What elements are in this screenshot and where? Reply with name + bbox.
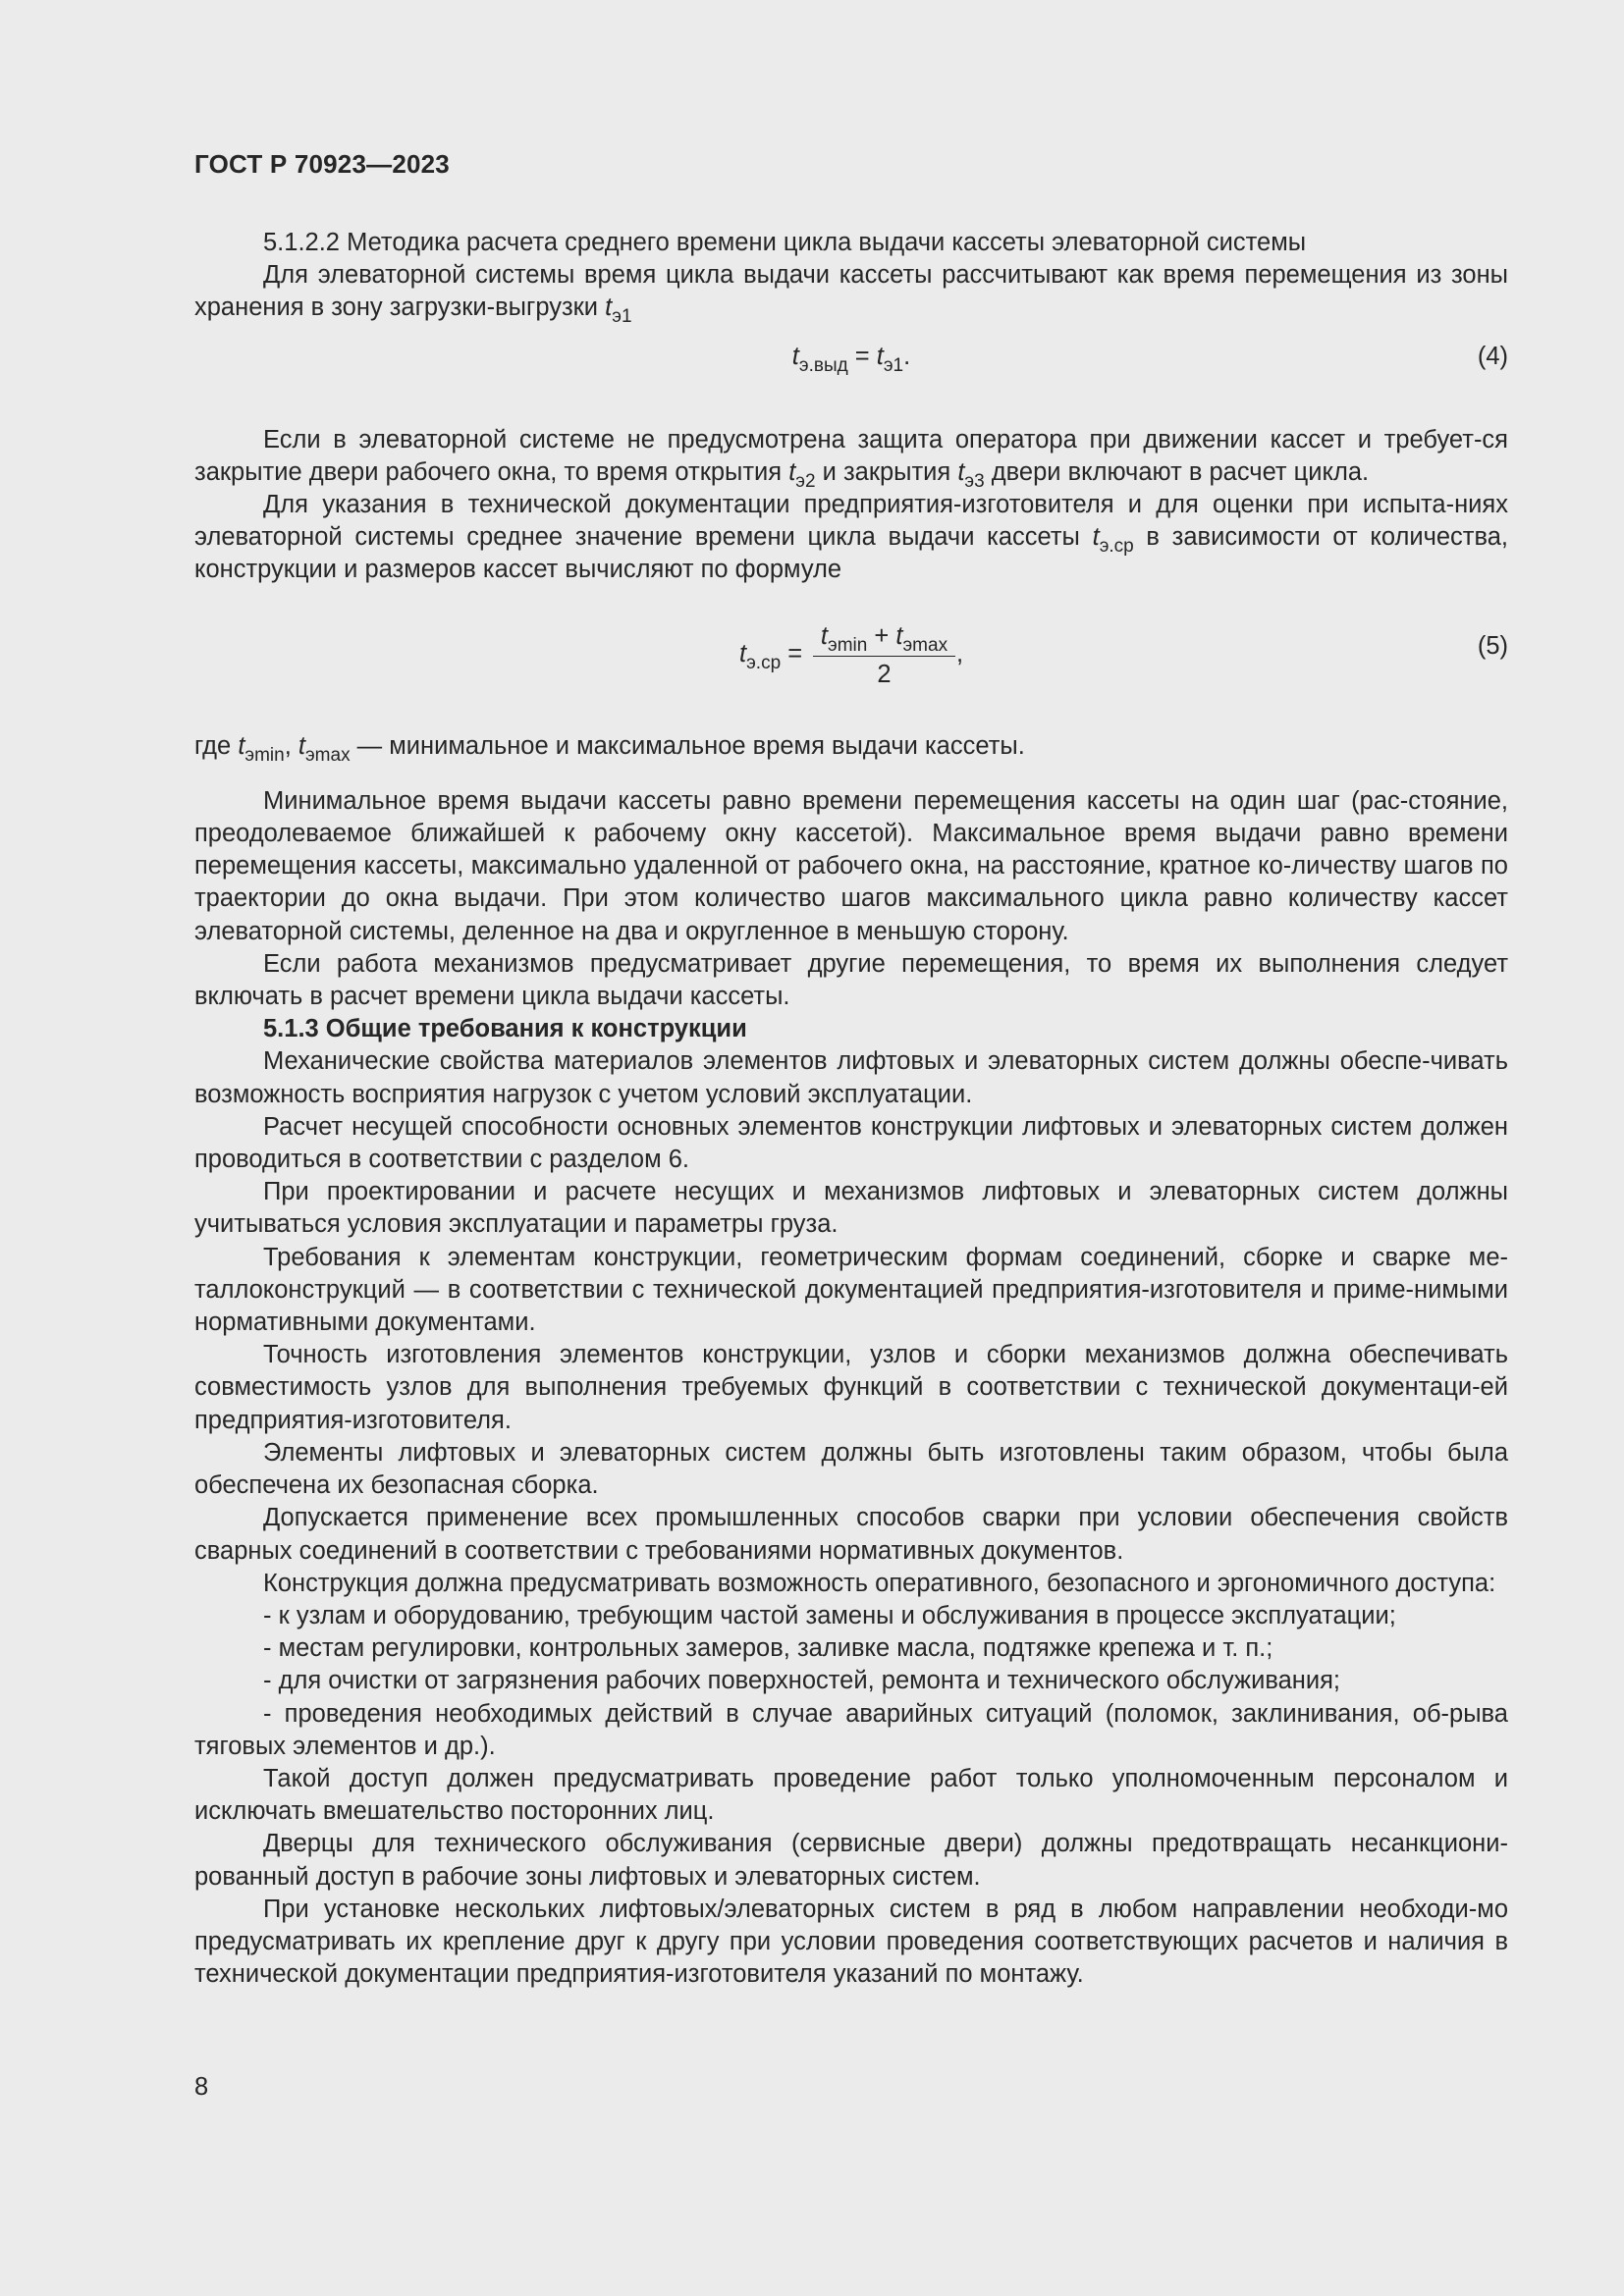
- paragraph-door-time: Если в элеваторной системе не предусмотрена защита оператора при движении кассет и требует-ся закрытие двери рабочего окна, то время открытия $t_{э2}$ и закрытия $t_{э3}$ двери включают в расчет цикла.: [194, 425, 1508, 492]
- formula-4: [194, 341, 1508, 380]
- list-item: - к узлам и оборудованию, требующим частой замены и обслуживания в процессе эксплуатации;: [263, 1601, 1396, 1629]
- paragraph-other-moves: Если работа механизмов предусматривает другие перемещения, то время их выполнения следует включать в расчет времени цикла выдачи кассеты.: [194, 949, 1508, 1011]
- page-body: [194, 227, 1508, 1991]
- paragraph-513-6: Элементы лифтовых и элеваторных систем должны быть изготовлены таким образом, чтобы была обеспечена их безопасная сборка.: [194, 1438, 1508, 1500]
- list-item: - для очистки от загрязнения рабочих поверхностей, ремонта и технического обслуживания;: [263, 1667, 1340, 1695]
- paragraph-513-2: Расчет несущей способности основных элементов конструкции лифтовых и элеваторных систем должен проводиться в соответствии с разделом 6.: [194, 1112, 1508, 1174]
- formula-5-numerator: $t_{эmin} + t_{эmax}$: [820, 621, 948, 656]
- formula-5-number: (5): [1477, 631, 1508, 660]
- formula-4-number: (4): [1477, 342, 1508, 370]
- paragraph-min-max: Минимальное время выдачи кассеты равно времени перемещения кассеты на один шаг (рас-стояние, преодолеваемое ближайшей к рабочему окну кассетой). Максимальное время выдачи равно времени перемещения кассеты, максимально удаленной от рабочего окна, на расстояние, кратное ко-личеству шагов по траектории до окна выдачи. При этом количество шагов максимального цикла равно количеству кассет элеваторной системы, деленное на два и округленное в меньшую сторону.: [194, 786, 1508, 945]
- list-item: - местам регулировки, контрольных замеров, заливке масла, подтяжке крепежа и т. п.;: [263, 1634, 1273, 1663]
- paragraph-513-5: Точность изготовления элементов конструкции, узлов и сборки механизмов должна обеспечивать совместимость узлов для выполнения требуемых функций в соответствии с технической документаци-ей предприятия-изготовителя.: [194, 1341, 1508, 1434]
- paragraph-513-11: При установке нескольких лифтовых/элеваторных систем в ряд в любом направлении необходи-мо предусматривать их крепление друг к другу при условии проведения соответствующих расчетов и наличия в технической документации предприятия-изготовителя указаний по монтажу.: [194, 1895, 1508, 1989]
- formula-5-denominator: 2: [877, 660, 892, 688]
- list-item: - проведения необходимых действий в случае аварийных ситуаций (поломок, заклинивания, об-рыва тяговых элементов и др.).: [194, 1699, 1508, 1760]
- paragraph-average-time: Для указания в технической документации предприятия-изготовителя и для оценки при испыта-ниях элеваторной системы среднее значение времени цикла выдачи кассеты $t_{э.ср}$ в зависимости от количества, конструкции и размеров кассет вычисляют по формуле: [194, 491, 1509, 584]
- formula-5: $t_{э.ср}$ = $t_{эmin} + t_{эmax}$ 2 , (5): [194, 611, 1508, 691]
- paragraph-cycle-definition: Для элеваторной системы время цикла выдачи кассеты рассчитывают как время перемещения из зоны хранения в зону загрузки-выгрузки $t_{э1}$: [194, 261, 1508, 328]
- section-5122-title: 5.1.2.2 Методика расчета среднего времени цикла выдачи кассеты элеваторной системы: [263, 229, 1307, 256]
- paragraph-513-4: Требования к элементам конструкции, геометрическим формам соединений, сборке и сварке ме-таллоконструкций — в соответствии с технической документацией предприятия-изготовителя и приме-нимыми нормативными документами.: [194, 1243, 1508, 1337]
- paragraph-513-9: Такой доступ должен предусматривать проведение работ только уполномоченным персоналом и исключать вмешательство посторонних лиц.: [194, 1764, 1508, 1826]
- paragraph-513-3: При проектировании и расчете несущих и механизмов лифтовых и элеваторных систем должны учитываться условия эксплуатации и параметры груза.: [194, 1178, 1508, 1239]
- formula-5-lhs: $t_{э.ср}$ =: [739, 639, 803, 673]
- section-513-title: 5.1.3 Общие требования к конструкции: [263, 1015, 747, 1043]
- paragraph-513-8: Конструкция должна предусматривать возможность оперативного, безопасного и эргономичного доступа:: [263, 1569, 1496, 1597]
- paragraph-where: где $t_{эmin}$, $t_{эmax}$ — минимальное и максимальное время выдачи кассеты.: [194, 731, 1025, 766]
- document-header: ГОСТ Р 70923—2023: [194, 149, 450, 179]
- paragraph-513-10: Дверцы для технического обслуживания (сервисные двери) должны предотвращать несанкциони-рованный доступ в рабочие зоны лифтовых и элеваторных систем.: [194, 1830, 1508, 1891]
- formula-4-expression: $t_{э.выд} = t_{э1}$.: [791, 342, 911, 376]
- page-number: 8: [194, 2073, 209, 2101]
- paragraph-513-7: Допускается применение всех промышленных способов сварки при условии обеспечения свойств сварных соединений в соответствии с требованиями нормативных документов.: [194, 1504, 1508, 1565]
- paragraph-513-1: Механические свойства материалов элементов лифтовых и элеваторных систем должны обеспе-чивать возможность восприятия нагрузок с учетом условий эксплуатации.: [194, 1047, 1508, 1108]
- formula-5-fraction: [813, 620, 955, 691]
